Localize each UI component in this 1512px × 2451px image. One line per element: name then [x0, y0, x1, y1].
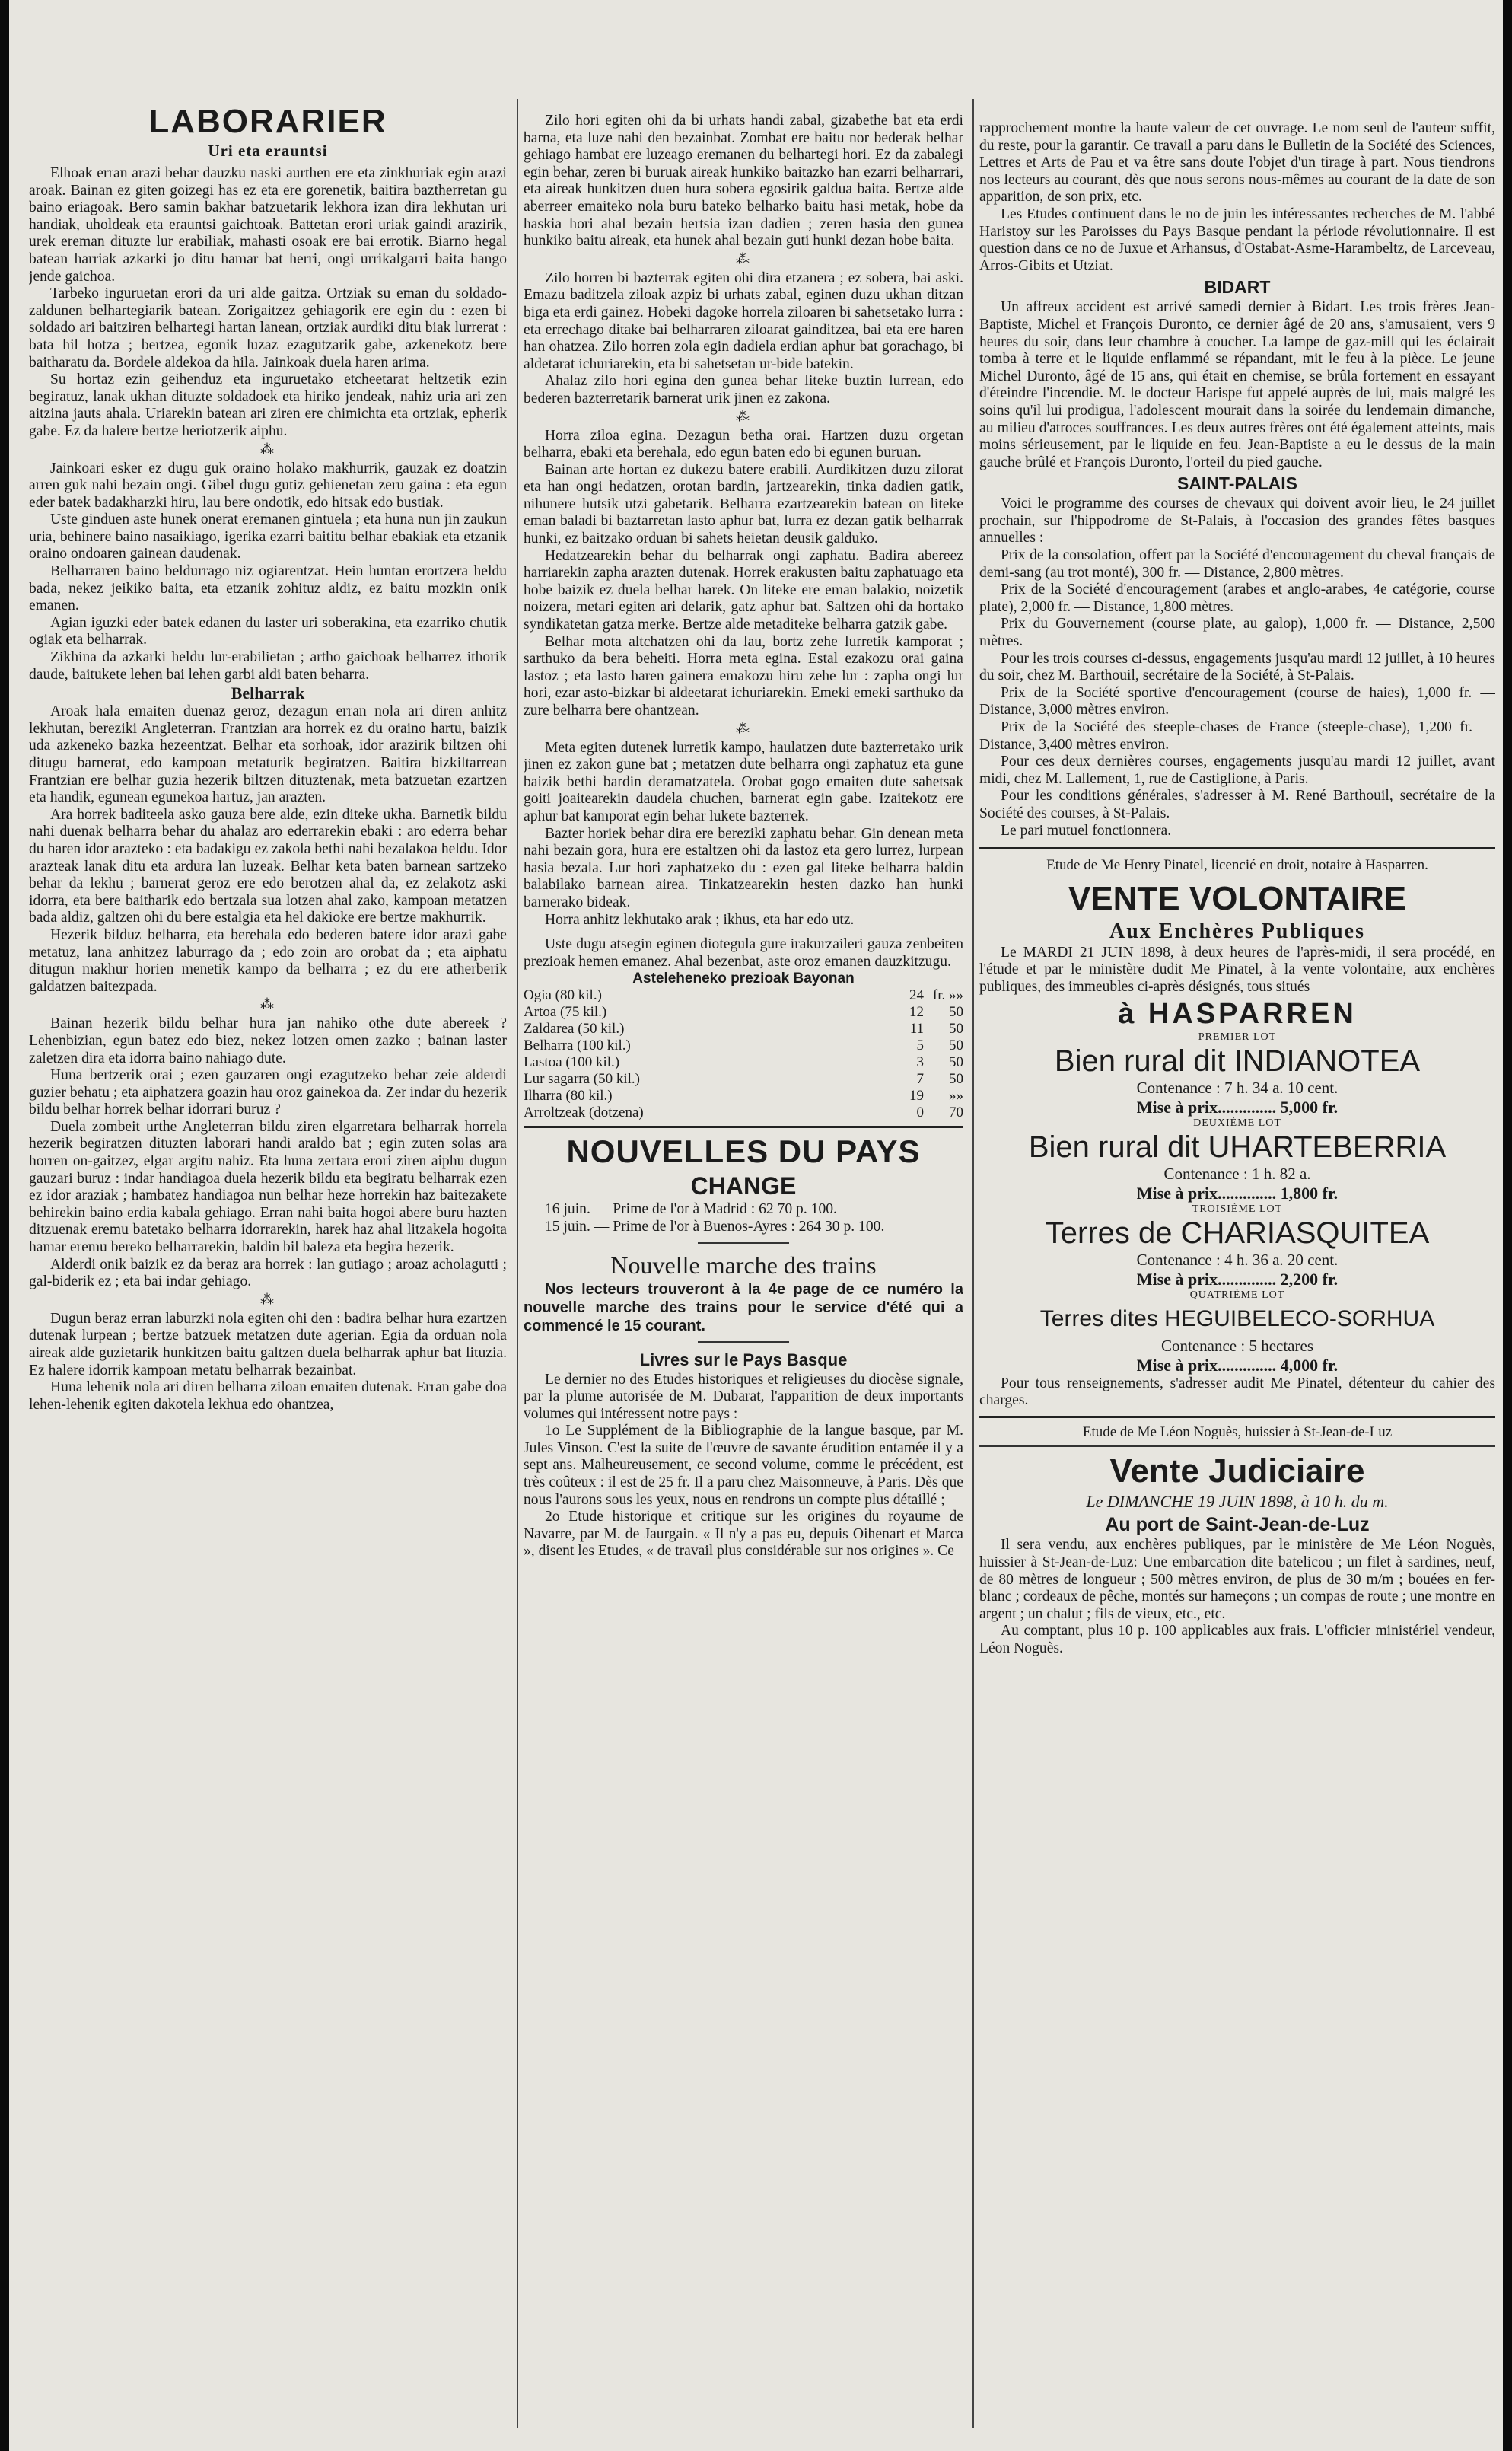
- lot-price: Mise à prix.............. 4,000 fr.: [1136, 1355, 1339, 1375]
- asterism: ⁂: [260, 441, 275, 457]
- paragraph: Ahalaz zilo hori egina den gunea behar liteke buztin lurrean, edo bederen bazterretarik barnerat urik jinen ez zakona.: [524, 373, 963, 406]
- price-value: 50: [949, 1037, 963, 1054]
- paragraph: Hedatzearekin behar du belharrak ongi zaphatu. Badira abereez harriarekin zapha arazten dutenak. Horrek erakusten baitu zaphatuago eta hobe baizik ez duela belhar harek. On liteke ere eman balakio, noizetik noizera, metari egiten ari delarik, gatz aphur bat. Saltzen ohi da hortako syndikatetan gatza merke. Bertze alde metaditeke belharra gatzik gabe.: [524, 547, 963, 633]
- divider: [979, 847, 1495, 849]
- ad-subtitle: Aux Enchères Publiques: [1109, 919, 1365, 943]
- paragraph: Ara horrek baditeela asko gauza bere alde, ezin diteke ukha. Barnetik bildu nahi duenak belharra behar du ahalaz aro ederrarekin ebaki : aro ederra behar du haren idor arazteko : eta badakigu ez zakola bethi nahi bezalakoa heldu. Idor arazteak lanak ditu eta ardura lan luzeak. Belhar keta baten barnean sartzeko behar da lekhu ; barnerat geroz ere edo berotzen ahal da, ez zelakotz aski idorra, eta bere baitharik edo bertzala sua lotzen ahal zako, kampoan metatzen bada aldiz, galtzen ohi du bere estalgia eta hel dakioke ere bertze makhurrik.: [29, 806, 507, 926]
- lot-price: Mise à prix.............. 2,200 fr.: [1136, 1269, 1339, 1289]
- paragraph: Prix du Gouvernement (course plate, au galop), 1,000 fr. — Distance, 2,500 mètres.: [979, 616, 1495, 650]
- paragraph: Un affreux accident est arrivé samedi dernier à Bidart. Les trois frères Jean-Baptiste, Michel et François Duronto, ce dernier âgé de 20 ans, s'amusaient, vers 9 heures du soir, dans leur chambre à coucher. La lampe de gaz-mill qui les éclairait tomba à terre et le liquide enflammé se répandant, mit le feu à la pièce. Le jeune Michel Duronto, âgé de 15 ans, qui était en chemise, se brûla fortement en essayant d'éteindre l'incendie. M. le docteur Harispe fut appelé auprès de lui, mais malgré les soins qu'il lui prodigua, l'adolescent mourait dans la soirée du lendemain dimanche, au milieu d'atroces souffrances. Les deux autres frères ont été également atteints, mais moins sérieusement, par le liquide en feu. Jean-Baptiste a eu le dessus de la main gauche brûlé et François Duronto, l'orteil du pied gauche.: [979, 299, 1495, 470]
- price-label: Ogia (80 kil.): [524, 987, 602, 1004]
- price-label: Lastoa (100 kil.): [524, 1054, 620, 1071]
- paragraph: Prix de la Société d'encouragement (arabes et anglo-arabes, 4e catégorie, course plate), 2,000 fr. — Distance, 1,800 mètres.: [979, 582, 1495, 615]
- price-label: Arroltzeak (dotzena): [524, 1104, 644, 1121]
- column-middle: [524, 0, 963, 2451]
- paragraph: Zilo horren bi bazterrak egiten ohi dira etzanera ; ez sobera, bai aski. Emazu baditzela ziloak azpiz bi urhats zabal, eginen duzu ukhan ditzan biga eta erdi gainez. Hobeki dagoke horrela ziloaren bi sahetsetako lurra : eta errechago ditake bai belharraren ziloarat gainditzea, bai eta ere haren han ohatzea. Zilo horren zola egin dadiela erdian aphur bat gorachago, bi aldetarat ichuriarekin, eta bi sahetsetan ur-bide batekin.: [524, 269, 963, 372]
- price-value: 5: [916, 1037, 924, 1054]
- paragraph: Au comptant, plus 10 p. 100 applicables aux frais. L'officier ministériel vendeur, Léon Noguès.: [979, 1623, 1495, 1656]
- paragraph: Nos lecteurs trouveront à la 4e page de ce numéro la nouvelle marche des trains pour le service d'été qui a commencé le 15 courant.: [524, 1280, 963, 1334]
- price-label: Ilharra (80 kil.): [524, 1088, 613, 1104]
- price-label: Lur sagarra (50 kil.): [524, 1071, 640, 1088]
- paragraph: Duela zombeit urthe Angleterran bildu ziren elgarretara belharrak horrela hezerik begiratzen dituzten laborari handi araldo bat ; egin zuten solas ara horren on-gaitzez, elgar argitu nahiz. Eta huna zertara erori ziren aiphu dugun gauzari buruz : indar handiagoa duela hezerik bildu eta begiratu belharrak ezen ez idor araziak ; hambatez handiagoa nun belhar heze horrekin haz baitezakete behirekin baino erdia kabala gehiago. Erran nahi baita hogoi abere buru hazten ditzuenak eremu batetako belharra idorrarekin, harek haz ahal litzakela hogoita hamar eremu bereko belharrarekin, baldin bil baleza eta begira hezerik.: [29, 1118, 507, 1256]
- paragraph: Alderdi onik baizik ez da beraz ara horrek : lan gutiago ; aroaz acholagutti ; gal-biderik ez ; eta bai indar gehiago.: [29, 1256, 507, 1290]
- price-value: 11: [909, 1021, 924, 1037]
- lot-label: PREMIER LOT: [1198, 1031, 1277, 1043]
- section-title: CHANGE: [690, 1172, 797, 1200]
- divider: [698, 1242, 789, 1244]
- paragraph: Horra ziloa egina. Dezagun betha orai. Hartzen duzu orgetan belharra, ebaki eta berehala, edo egun baten edo bi egunen buruan.: [524, 427, 963, 461]
- paragraph: Hezerik bilduz belharra, eta berehala edo bederen batere idor arazi gabe metatuz, lana anhitzez laburrago da ; edo zoin aro orobat da ; eta aiphatu ditugun makhur horien menetik kampo da belharra ; ez du ere atherberik galdatzen baitezpada.: [29, 926, 507, 995]
- section-title: Livres sur le Pays Basque: [639, 1350, 848, 1369]
- section-title: BIDART: [1204, 277, 1271, 298]
- paragraph: Prix de la Société des steeple-chases de France (steeple-chase), 1,200 fr. — Distance, 3,400 mètres environ.: [979, 719, 1495, 753]
- lot-label: QUATRIÈME LOT: [1189, 1289, 1285, 1301]
- price-value: »»: [949, 1088, 963, 1104]
- paragraph: Bainan arte hortan ez dukezu batere erabili. Aurdikitzen duzu zilorat eta han ongi hedatzen, orotan bardin, jartzearekin, tinka dadien gatik, nihunere hutsik utzi gabetarik. Belharra ezartzearekin batean on liteke eman baladi bi baztarretan lasto aphur bat, lurra ez dezan gatik belharrak hunki, ez baitzako orduan bi sahets heietan deusik galduko.: [524, 461, 963, 547]
- ad-location: à HASPARREN: [1118, 997, 1357, 1030]
- paragraph: Il sera vendu, aux enchères publiques, par le ministère de Me Léon Noguès, huissier à St-Jean-de-Luz: Une embarcation dite batelicou ; un filet à sardines, neuf, de 80 mètres de longueur ; 500 mètres environ, de plus de 30 m/m ; bouées en fer-blanc ; cordeaux de pêche, montés sur hameçons ; un compas de route ; une montre en argent ; un chalut ; fils de vieux, etc., etc.: [979, 1537, 1495, 1622]
- paragraph: Pour ces deux dernières courses, engagements jusqu'au mardi 12 juillet, avant midi, chez M. Lallement, 1, rue de Castiglione, à Paris.: [979, 754, 1495, 787]
- price-label: Zaldarea (50 kil.): [524, 1021, 625, 1037]
- price-value: 24: [909, 987, 924, 1004]
- price-value: 50: [949, 1054, 963, 1071]
- paragraph: Le MARDI 21 JUIN 1898, à deux heures de l'après-midi, il sera procédé, en l'étude et par le ministère dudit Me Pinatel, à la vente volontaire, aux enchères publiques, des immeubles ci-après désignés, tous situés: [979, 944, 1495, 995]
- price-value: 50: [949, 1071, 963, 1088]
- paragraph: Horra anhitz lekhutako arak ; ikhus, eta har edo utz.: [545, 911, 855, 928]
- table-row: [524, 1104, 963, 1121]
- paragraph: 2o Etude historique et critique sur les origines du royaume de Navarre, par M. de Jaurgain. « Il n'y a pas eu, depuis Oihenart et Marca », disent les Etudes, « de travail plus considérable sur nos origines ». Ce: [524, 1509, 963, 1560]
- paragraph: Zikhina da azkarki heldu lur-erabilietan ; artho gaichoak belharrez ithorik daude, baitukete lehen bai lehen garbi aldi baten beharra.: [29, 649, 507, 683]
- lot-area: Contenance : 4 h. 36 a. 20 cent.: [1136, 1250, 1339, 1269]
- table-row: [524, 987, 963, 1004]
- paragraph: Su hortaz ezin geihenduz eta inguruetako etcheetarat heltzetik ezin begiratuz, lanak ukhan dituzte soldadoek eta hiriko jendeak, nahiz uria ari zen aitzina jauts ahala. Uriarekin batean ari ziren ere chimichta eta ortziak, epherik gabe. Ez da halere bertze heriotzerik aiphu.: [29, 371, 507, 439]
- paragraph: Prix de la Société sportive d'encouragement (course de haies), 1,000 fr. — Distance, 3,000 mètres environ.: [979, 684, 1495, 719]
- asterism: ⁂: [736, 250, 751, 266]
- paragraph: Dugun beraz erran laburzki nola egiten ohi den : badira belhar hura ezartzen dutenak lurpean ; bertze batzuek metatzen dute agerian. Egia da orduan nola aireak alde guzietarik hunkitzen baitu galtzen duela belharrak aphur bat lituzia. Ez halere idorrik kampoan metatu belharrak bezainbat.: [29, 1310, 507, 1378]
- paragraph: Pour tous renseignements, s'adresser audit Me Pinatel, détenteur du cahier des charges.: [979, 1375, 1495, 1409]
- paragraph: Aroak hala emaiten duenaz geroz, dezagun erran nola ari diren anhitz lekhutan, bereziki Angleterran. Frantzian ara horrek ez du oraino hartu, baizik uda azkeneko bazka hezeentzat. Belhar eta sorhoak, idor arazirik biltzen ohi ditugu barnerat, edo kampoan metaturik begiratzen. Baitira bizkiltarrean Frantzian ere belhar guzia hezerik biltzen dituztenak, meta batzuetan ezartzen eta handik, egunean egunekoa hartuz, jan arazten.: [29, 703, 507, 806]
- ad-date: Le DIMANCHE 19 JUIN 1898, à 10 h. du m.: [1086, 1492, 1389, 1512]
- paragraph: Huna bertzerik orai ; ezen gauzaren ongi ezagutzeko behar zeie alderdi guzier behatu ; eta aiphatzera goazin hau oroz gainekoa da. Zer indar du hezerik bildu belhar horrek belhar idorrari buruz ?: [29, 1067, 507, 1118]
- lot-area: Contenance : 5 hectares: [1161, 1336, 1313, 1355]
- price-value: 70: [949, 1104, 963, 1121]
- lot-name: Terres dites HEGUIBELECO-SORHUA: [1039, 1305, 1435, 1331]
- paragraph: Meta egiten dutenek lurretik kampo, haulatzen dute bazterretako urik jinen ez zakon gune bat ; metatzen dute belharra ongi zaphatuz eta gune baizik bethi bardin deramatzatela. Orobat gogo emaiten dute sahetsak goiti joaitearekin daudela chuchen, barnerat egin gabe. Izaitekotz ere aphur bat kamporat egin behar lukete bazterrek.: [524, 739, 963, 824]
- paragraph: Tarbeko inguruetan erori da uri alde gaitza. Ortziak su eman du soldado-zaldunen belhartegiarik batean. Zorigaitzez gehiagorik ere egin du : ezen bi soldado ari baitziren belhartegi hartan lanean, ortziak aurdiki ditu biak lurrerat : bata hil hotza ; bertzea, egonik luzaz ezagutzarik gabe, azkenekotz bere baitharatu da. Bordele aldekoa da hila. Jainkoak duela haren arima.: [29, 285, 507, 371]
- price-label: Artoa (75 kil.): [524, 1004, 607, 1021]
- paragraph: Bainan hezerik bildu belhar hura jan nahiko othe dute abereek ? Lehenbizian, egun batez edo biez, nekez lotzen omen zazko ; bainan laster zaletzen dira eta idorra baino nahiago dute.: [29, 1015, 507, 1066]
- paragraph: 1o Le Supplément de la Bibliographie de la langue basque, par M. Jules Vinson. C'est la suite de l'œuvre de savante érudition entamée il y a sept ans. Malheureusement, ce second volume, comme le précédent, est très coûteux : il est de 25 fr. Il a paru chez Maisonneuve, à Paris. Dès que nous l'aurons sous les yeux, nous en rendrons un compte plus détaillé ;: [524, 1423, 963, 1508]
- table-row: [524, 1088, 963, 1104]
- prices-title: Asteleheneko prezioak Bayonan: [632, 971, 855, 987]
- paragraph: Voici le programme des courses de chevaux qui doivent avoir lieu, le 24 juillet prochain, sur l'hippodrome de St-Palais, à l'occasion des grandes fêtes basques annuelles :: [979, 496, 1495, 547]
- newspaper-page: [9, 0, 1503, 2451]
- paragraph: Pour les conditions générales, s'adresser à M. René Barthouil, secrétaire de la Société des courses, à St-Palais.: [979, 788, 1495, 821]
- column-laborarier: [29, 0, 507, 2451]
- paragraph: Elhoak erran arazi behar dauzku naski aurthen ere eta zinkhuriak egin arazi aroak. Bainan ez giten goizegi has ez eta ere gorenetik, baitira baztherretan gu baino eriagoak. Bero samin bakhar batzuetarik lekhora izan dira lekhutan uri handiak, uholdeak eta erauntsi gaichtoak. Battetan erori uriak gaindi arazirik, urek ereman dituzte lur erabiliak, mahasti osoak ere bai errotik. Biarno hegal batean harriak azkarki jo ditu hamar bat herri, ongi urrikalgarri baita hango jende gaichoa.: [29, 165, 507, 285]
- paragraph: Les Etudes continuent dans le no de juin les intéressantes recherches de M. l'abbé Haristoy sur les Paroisses du Pays Basque pendant la période révolutionnaire. Il est question dans ce no de Juxue et Arhansus, d'Ostabat-Asme-Harambeltz, de Larceveau, Arros-Gibits et Utziat.: [979, 206, 1495, 274]
- table-row: [524, 1071, 963, 1088]
- price-value: 50: [949, 1021, 963, 1037]
- table-row: [524, 1004, 963, 1021]
- section-title: Nouvelle marche des trains: [610, 1251, 877, 1279]
- ad-title: Vente Judiciaire: [1109, 1452, 1365, 1490]
- asterism: ⁂: [736, 720, 751, 736]
- lot-name: Bien rural dit UHARTEBERRIA: [1028, 1130, 1447, 1164]
- lot-name: Terres de CHARIASQUITEA: [1045, 1216, 1430, 1250]
- section-title: SAINT-PALAIS: [1176, 473, 1298, 494]
- paragraph: Huna lehenik nola ari diren belharra ziloan emaiten dutenak. Erran gabe doa lehen-lehenik egiten dakotela lekhua edo ohantzea,: [29, 1379, 507, 1413]
- price-table: [524, 987, 963, 1121]
- paragraph: Uste ginduen aste hunek onerat eremanen gintuela ; eta huna nun jin zaukun uria, behinere baino nasaikiago, igerika ezarri baititu belhar ebakiak eta etzanik oraino ondoaren gainean daudenak.: [29, 512, 507, 563]
- lot-price: Mise à prix.............. 1,800 fr.: [1136, 1183, 1339, 1203]
- price-value: 50: [949, 1004, 963, 1021]
- lot-label: TROISIÈME LOT: [1192, 1203, 1283, 1215]
- section-title: NOUVELLES DU PAYS: [566, 1133, 921, 1170]
- paragraph: Le pari mutuel fonctionnera.: [1001, 822, 1172, 839]
- lot-label: DEUXIÈME LOT: [1193, 1117, 1281, 1129]
- divider: [698, 1341, 789, 1343]
- price-value: 12: [909, 1004, 924, 1021]
- table-row: [524, 1037, 963, 1054]
- lot-price: Mise à prix.............. 5,000 fr.: [1136, 1097, 1339, 1117]
- ad-location: Au port de Saint-Jean-de-Luz: [1105, 1514, 1370, 1536]
- column-rule: [972, 99, 974, 2428]
- article-subtitle: Uri eta erauntsi: [208, 142, 328, 160]
- column-rule: [517, 99, 518, 2428]
- table-row: [524, 1021, 963, 1037]
- paragraph: rapprochement montre la haute valeur de cet ouvrage. Le nom seul de l'auteur suffit, du reste, pour la garantir. Ce travail a paru dans le Bulletin de la Société des Sciences, Lettres et Arts de Pau et va être sans doute l'objet d'un tirage à part. Nous tiendrons nos lecteurs au courant, dès que nous serons nous-mêmes au courant de la date de son apparition, de son prix, etc.: [979, 120, 1495, 206]
- column-right: [979, 0, 1495, 2451]
- paragraph: Pour les trois courses ci-dessus, engagements jusqu'au mardi 12 juillet, à 10 heures du soir, chez M. Barthouil, secrétaire de la Société, à St-Palais.: [979, 650, 1495, 684]
- paragraph: Le dernier no des Etudes historiques et religieuses du diocèse signale, par la plume autorisée de M. Dubarat, l'apparition de deux importants volumes qui intéressent notre pays :: [524, 1371, 963, 1422]
- price-value: fr. »»: [932, 987, 963, 1004]
- paragraph: Uste dugu atsegin eginen diotegula gure irakurzaileri gauza zenbeiten prezioak hemen emanez. Ahal bezenbat, aste oroz emanen dauzkitzugu.: [524, 936, 963, 970]
- paragraph: Jainkoari esker ez dugu guk oraino holako makhurrik, gauzak ez doatzin arren guk nahi bezain ongi. Gibel dugu gutiz gehienetan zeru gaina : eta egun eder batek badakharzki hiru, lau bere ondotik, edo hitsak edo bustiak.: [29, 460, 507, 511]
- paragraph: Bazter horiek behar dira ere bereziki zaphatu behar. Gin denean meta nahi bezain gora, hura ere estaltzen ohi da lastoz eta gero lurrez, lurpean hasia bezala. Lur hori zaphatzeko du : ezen gal liteke belharra baldin balabilako barnean airea. Tinkatzearekin hesten dazko han hunki barnerako bideak.: [524, 825, 963, 910]
- price-label: Belharra (100 kil.): [524, 1037, 631, 1054]
- divider: [979, 1416, 1495, 1418]
- divider: [979, 1445, 1495, 1447]
- paragraph: Zilo hori egiten ohi da bi urhats handi zabal, gizabethe bat eta erdi barna, eta luze nahi den bezainbat. Zombat ere baitu nor bederak belhar gehiago hambat ere luzeago eremanen du belhartegi hori. Ez da zabalegi egin behar, zeren bi buruak aireak hunkiko baitazko han ezarri belharrari, eta aireak hunkitzen duen hura sobera egosirik galdua baita. Bertze alde aberreer emaiteko nola buru bateko belharko baitu hasi metak, hobe da haskia hori ahal bezain hertsia izan dadien ; zeren hasia den gunea hunkiko baitu aireak, eta hunek ahal bezain guti hunki dezan hobe baita.: [524, 113, 963, 250]
- price-value: 19: [909, 1088, 924, 1104]
- lot-area: Contenance : 7 h. 34 a. 10 cent.: [1136, 1078, 1339, 1097]
- paragraph: 16 juin. — Prime de l'or à Madrid : 62 70 p. 100.: [545, 1201, 837, 1218]
- table-row: [524, 1054, 963, 1071]
- price-value: 3: [916, 1054, 924, 1071]
- paragraph: Agian iguzki eder batek edanen du laster uri soberakina, eta ezarriko chutik ogiak eta belharrak.: [29, 614, 507, 649]
- price-value: 0: [916, 1104, 924, 1121]
- divider: [524, 1126, 963, 1128]
- asterism: ⁂: [736, 408, 751, 424]
- lot-name: Bien rural dit INDIANOTEA: [1054, 1044, 1421, 1078]
- paragraph: Belharraren baino beldurrago niz ogiarentzat. Hein huntan erortzera heldu bada, nekez jeikiko baita, eta etzanik zohituz aldiz, ez baitu mozkin onik emanen.: [29, 563, 507, 614]
- notice-header: Etude de Me Léon Noguès, huissier à St-Jean-de-Luz: [1082, 1423, 1393, 1440]
- asterism: ⁂: [260, 1291, 275, 1307]
- article-title: LABORARIER: [148, 103, 387, 140]
- paragraph: Belhar mota altchatzen ohi da lau, bortz zehe lurretik kamporat ; sarthuko da bera beheiti. Horra meta egina. Estal ezakozu orai gaina lastoz ; eta lasto haren gainera emakozu hiru zehe lur : zapha ongi lur hori, ezar asto-bizkar bi aldeetarat ichuriarekin. Emeki emeki sarthuko da zure belharra bere ohantzean.: [524, 633, 963, 719]
- paragraph: 15 juin. — Prime de l'or à Buenos-Ayres : 264 30 p. 100.: [545, 1218, 885, 1235]
- price-value: 7: [916, 1071, 924, 1088]
- ad-title: VENTE VOLONTAIRE: [1068, 879, 1407, 917]
- paragraph: Prix de la consolation, offert par la Société d'encouragement du cheval français de demi-sang (au trot monté), 300 fr. — Distance, 2,800 mètres.: [979, 547, 1495, 581]
- section-subtitle: Belharrak: [231, 684, 305, 703]
- notice-header: Etude de Me Henry Pinatel, licencié en droit, notaire à Hasparren.: [1046, 857, 1428, 874]
- lot-area: Contenance : 1 h. 82 a.: [1163, 1164, 1311, 1183]
- asterism: ⁂: [260, 996, 275, 1012]
